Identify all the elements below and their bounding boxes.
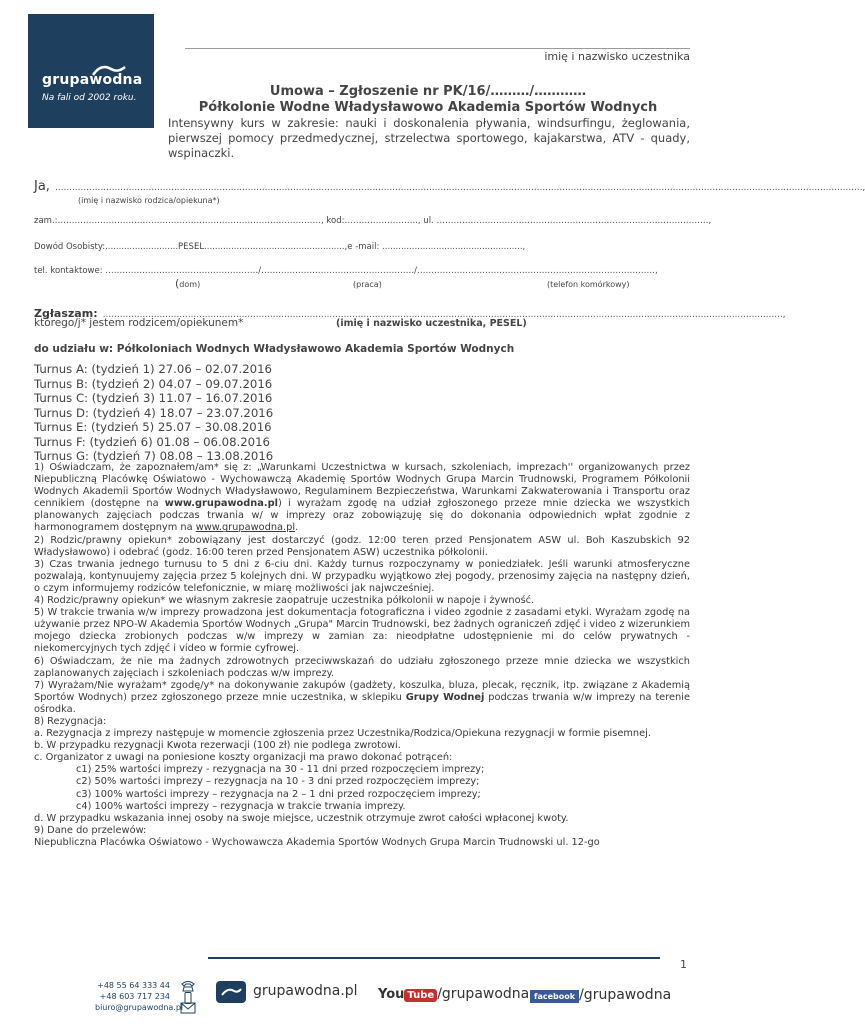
- phone-2: +48 603 717 234: [99, 992, 170, 1001]
- page-number: 1: [680, 958, 687, 971]
- clause-8: 8) Rezygnacja:: [34, 715, 107, 727]
- clause-1-a: 1) Oświadczam, że zapoznałem/am* się z: „Warunkami Uczestnictwa w kursach, szkoleniach, imprezach'' organizowanych przez Niepubliczną Placówkę Oświatowo - Wychowawczą Akademię Sportów Wodnych Grupa Marcin Trudnowski, Programem Półkolonii Wodnych Akademii Sportów Wodnych Władysławowo, Regulaminem Bezpieczeństwa, Warunkami Zakwaterowania i Transportu oraz cennikiem (dostępne na: [34, 462, 690, 510]
- document-title: Umowa – Zgłoszenie nr PK/16/………/…………: [269, 84, 587, 99]
- youtube-you: You: [378, 987, 405, 1002]
- clause-7-b: podczas trwania w/w imprezy na terenie ośrodka.: [34, 691, 690, 715]
- grupawodna-logo-icon: [216, 981, 246, 1003]
- id-line[interactable]: Dowód Osobisty:...........................PESEL....................................................,e -mail: ....................................................,: [34, 242, 526, 252]
- paren: (: [175, 277, 180, 290]
- address-line[interactable]: zam.:…………………………………………………………………………………, kod:…………………….., ul. ……………………………………………………………………………………,: [34, 216, 712, 226]
- turnus-c: Turnus C: (tydzień 3) 11.07 – 16.07.2016: [34, 391, 273, 405]
- ja-field[interactable]: ……………………………………………………………………………………………………………………………………………………………………………………………………………………………………………………………,: [55, 183, 865, 193]
- ja-line: [34, 175, 865, 194]
- clause-6: 6) Oświadczam, że nie ma żadnych zdrowotnych przeciwwskazań do udziału zgłoszonego przeze mnie dziecka we wszystkich zaplanowanych zajęciach i szkoleniach podczas w/w imprezy.: [34, 655, 690, 679]
- turnus-g: Turnus G: (tydzień 7) 08.08 – 13.08.2016: [34, 449, 274, 463]
- turnus-f: Turnus F: (tydzień 6) 01.08 – 06.08.2016: [34, 435, 270, 449]
- clause-8c2: c2) 50% wartości imprezy – rezygnacja na 10 - 3 dni przed rozpoczęciem imprezy;: [76, 776, 480, 788]
- website-link[interactable]: www.grupawodna.pl: [195, 522, 296, 534]
- clause-8c1: c1) 25% wartości imprezy - rezygnacja na 30 - 11 dni przed rozpoczęciem imprezy;: [76, 764, 485, 776]
- turnus-d: Turnus D: (tydzień 4) 18.07 – 23.07.2016: [34, 406, 274, 420]
- participation-line: do udziału w: Półkoloniach Wodnych Władysławowo Akademia Sportów Wodnych: [34, 343, 515, 355]
- facebook-handle: /grupawodna: [579, 987, 672, 1003]
- top-divider: [185, 48, 690, 49]
- facebook-link[interactable]: [530, 984, 671, 1003]
- clause-7: [34, 680, 690, 716]
- clause-8c4: c4) 100% wartości imprezy – rezygnacja w trakcie trwania imprezy.: [76, 800, 406, 812]
- clause-8d: d. W przypadku wskazania innej osoby na swoje miejsce, uczestnik otrzymuje zwrot całości wpłaconej kwoty.: [34, 812, 569, 824]
- footer-divider: [208, 957, 660, 959]
- zglaszam-label: Zgłaszam:: [34, 307, 98, 320]
- student-name-label: imię i nazwisko uczestnika: [544, 50, 690, 63]
- clause-3: 3) Czas trwania jednego turnusu to 5 dni z 6-ciu dni. Każdy turnus rozpoczynamy w poniedziałek. Jeśli warunki atmosferyczne pozwalają, kontynuujemy zajęcia przez 5 kolejnych dni. W przypadku wyjątkowo złej pogody, przenosimy zajęcia na następny dzień, o czym informujemy rodziców telefonicznie, w miarę możliwości jak najwcześniej.: [34, 558, 690, 594]
- email[interactable]: biuro@grupawodna.pl: [95, 1003, 184, 1012]
- clauses: [34, 462, 690, 849]
- youtube-handle: /grupawodna: [437, 986, 530, 1002]
- clause-1: [34, 462, 690, 535]
- wave-icon: [216, 981, 246, 1003]
- course-intro: Intensywny kurs w zakresie: nauki i doskonalenia pływania, windsurfingu, żeglowania, pierwszej pomocy przedmedycznej, strzelectwa sportowego, kajakarstwa, ATV - quady, wspinaczki.: [168, 116, 690, 160]
- logo-tagline: Na fali od 2002 roku.: [42, 93, 137, 103]
- clause-4: 4) Rodzic/prawny opiekun* we własnym zakresie zaopatruje uczestnika półkolonii w napoje i żywność.: [34, 595, 535, 607]
- clause-8b: b. W przypadku rezygnacji Kwota rezerwacji (100 zł) nie podlega zwrotowi.: [34, 740, 401, 752]
- clause-1-b: ) i wyrażam zgodę na udział zgłoszonego przeze mnie dziecka we wszystkich planowanych zajęciach podczas trwania w/ w imprezy oraz zobowiązuję się do dokonania odpowiednich wpłat zgodnie z harmonogramem dostępnym na: [34, 498, 690, 534]
- home-text: dom): [179, 280, 201, 289]
- document-subtitle: Półkolonie Wodne Władysławowo Akademia Sportów Wodnych: [198, 100, 658, 115]
- clause-8a: a. Rezygnacja z imprezy następuje w momencie zgłoszenia przez Uczestnika/Rodzica/Opiekuna rezygnacji w formie pisemnej.: [34, 728, 651, 740]
- parent-line: którego/j* jestem rodzicem/opiekunem*: [34, 317, 244, 329]
- phone-home-caption: [175, 277, 200, 290]
- footer-site[interactable]: grupawodna.pl: [253, 983, 358, 999]
- turnus-e: Turnus E: (tydzień 5) 25.07 – 30.08.2016: [34, 420, 272, 434]
- phone-icon: [180, 980, 196, 992]
- logo: [28, 14, 154, 128]
- clause-5: 5) W trakcie trwania w/w imprezy prowadzona jest dokumentacja fotograficzna i video zgodnie z zasadami etyki. Wyrażam zgodę na używanie przez NPO-W Akademia Sportów Wodnych „Grupa" Marcin Trudnowski, bez żadnych ograniczeń zdjęć i video z wizerunkiem mojego dziecka zrobionych podczas w/w imprezy w zamian za: nieodpłatne udostępnienie mi do celów prywatnych - niekomercyjnych tych zdjęć i video w formie cyfrowej.: [34, 607, 690, 655]
- clause-2: 2) Rodzic/prawny opiekun* zobowiązany jest dostarczyć (godz. 12:00 teren przed Pensjonatem ASW ul. Boh Kaszubskich 92 Władysławowo) i odebrać (godz. 16:00 teren przed Pensjonatem ASW) uczestnika półkolonii.: [34, 534, 690, 558]
- student-caption: (imię i nazwisko uczestnika, PESEL): [336, 318, 527, 329]
- ja-caption: (imię i nazwisko rodzica/opiekuna*): [78, 196, 220, 205]
- phone-line[interactable]: tel. kontaktowe: ………………………………………………/………………………………………………/…………………………………………………………………………,: [34, 266, 658, 276]
- clause-9-text: Niepubliczna Placówka Oświatowo - Wychowawcza Akademia Sportów Wodnych Grupa Marcin Trudnowski ul. 12-go: [34, 836, 600, 848]
- youtube-link[interactable]: [378, 983, 529, 1002]
- turnus-b: Turnus B: (tydzień 2) 04.07 – 09.07.2016: [34, 377, 273, 391]
- phone-work-caption: (praca): [353, 280, 382, 289]
- phone-mobile-caption: (telefon komórkowy): [547, 280, 630, 289]
- clause-8c: c. Organizator z uwagi na poniesione koszty organizacji ma prawo dokonać potrąceń:: [34, 752, 453, 764]
- ja-label: Ja,: [34, 179, 50, 194]
- clause-1-end: .: [295, 522, 299, 534]
- youtube-icon: Tube: [404, 989, 437, 1002]
- clause-7-bold: Grupy Wodnej: [405, 691, 485, 703]
- facebook-icon: facebook: [530, 990, 579, 1003]
- clause-9: 9) Dane do przelewów:: [34, 824, 147, 836]
- clause-7-a: 7) Wyrażam/Nie wyrażam* zgodę/y* na dokonywanie zakupów (gadżety, koszulka, bluza, plecak, ręcznik, itp. związane z Akademią Sportów Wodnych) przez zgłoszonego przeze mnie uczestnika, w sklepiku: [34, 679, 690, 703]
- turnus-a: Turnus A: (tydzień 1) 27.06 – 02.07.2016: [34, 362, 272, 376]
- zglaszam-field[interactable]: ……………………………………………………………………………………………………………………………………………………………………………………………………………………,: [102, 310, 786, 320]
- clause-8c3: c3) 100% wartości imprezy – rezygnacja na 2 – 1 dni przed rozpoczęciem imprezy;: [76, 788, 481, 800]
- logo-name: grupawodna: [42, 72, 143, 88]
- mail-icon: [180, 1002, 196, 1014]
- site-bold: www.grupawodna.pl: [164, 498, 278, 510]
- phone-1: +48 55 64 333 44: [97, 981, 170, 990]
